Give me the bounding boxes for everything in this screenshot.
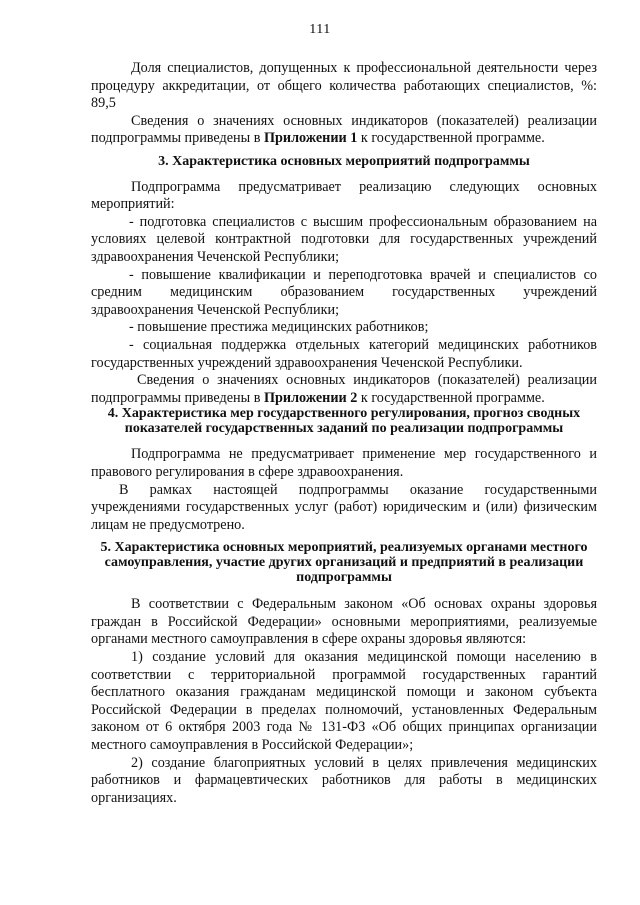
page-number: 111 xyxy=(309,22,331,37)
paragraph-indicators-appendix-1 xyxy=(91,113,597,148)
section-3-item-2: - повышение квалификации и переподготовка врачей и специалистов со средним медицинским образованием государственных учреждений здравоохранения Чеченской Республики; xyxy=(91,266,597,318)
section-3-heading: 3. Характеристика основных мероприятий подпрограммы xyxy=(158,153,530,169)
section-5-paragraph-1: В соответствии с Федеральным законом «Об основах охраны здоровья граждан в Российской Федерации» основными мероприятиями, реализуемые органами местного самоуправления в сфере охраны здоровья являются: xyxy=(91,596,597,648)
document-body xyxy=(91,60,597,807)
paragraph-text: к государственной программе. xyxy=(357,130,545,147)
section-5-heading: 5. Характеристика основных мероприятий, реализуемых органами местного самоуправления, участие других организаций и предприятий в реализации подпрограммы xyxy=(100,540,588,585)
section-4-heading: 4. Характеристика мер государственного регулирования, прогноз сводных показателей государственных заданий по реализации подпрограммы xyxy=(107,406,581,436)
section-3-intro: Подпрограмма предусматривает реализацию следующих основных мероприятий: xyxy=(91,178,597,213)
section-3-item-4: - социальная поддержка отдельных категорий медицинских работников государственных учреждений здравоохранения Чеченской Республики. xyxy=(91,336,597,371)
section-3-item-1: - подготовка специалистов с высшим профессиональным образованием на условиях целевой контрактной подготовки для государственных учреждений здравоохранения Чеченской Республики; xyxy=(91,213,597,265)
paragraph-text: Сведения о значениях основных индикаторов (показателей) реализации подпрограммы приведены в xyxy=(91,372,597,406)
section-4-paragraph-2: В рамках настоящей подпрограммы оказание государственными учреждениями государственных услуг (работ) юридическим и (или) физическим лицам не предусмотрено. xyxy=(91,481,597,533)
appendix-2-link-text: Приложении 2 xyxy=(263,389,358,406)
paragraph-text: к государственной программе. xyxy=(357,389,545,406)
section-5-paragraph-3: 2) создание благоприятных условий в целях привлечения медицинских работников и фармацевтических работников для работы в медицинских организациях. xyxy=(91,754,597,806)
paragraph-text: Сведения о значениях основных индикаторов (показателей) реализации подпрограммы приведены в xyxy=(91,112,597,147)
paragraph-indicators-appendix-2 xyxy=(91,372,597,407)
paragraph-accreditation-share: Доля специалистов, допущенных к профессиональной деятельности через процедуру аккредитации, от общего количества работающих специалистов, %: 89,5 xyxy=(91,60,597,112)
section-3-item-3: - повышение престижа медицинских работников; xyxy=(129,319,429,336)
section-5-paragraph-2: 1) создание условий для оказания медицинской помощи населению в соответствии с территориальной программой государственных гарантий бесплатного оказания гражданам медицинской помощи и законом субъекта Российской Федерации в пределах полномочий, установленных Федеральным законом от 6 октября 2003 года № 131-ФЗ «Об общих принципах организации местного самоуправления в Российской Федерации»; xyxy=(91,649,597,753)
section-4-paragraph-1: Подпрограмма не предусматривает применение мер государственного и правового регулирования в сфере здравоохранения. xyxy=(91,446,597,481)
appendix-1-link-text: Приложении 1 xyxy=(263,130,358,147)
